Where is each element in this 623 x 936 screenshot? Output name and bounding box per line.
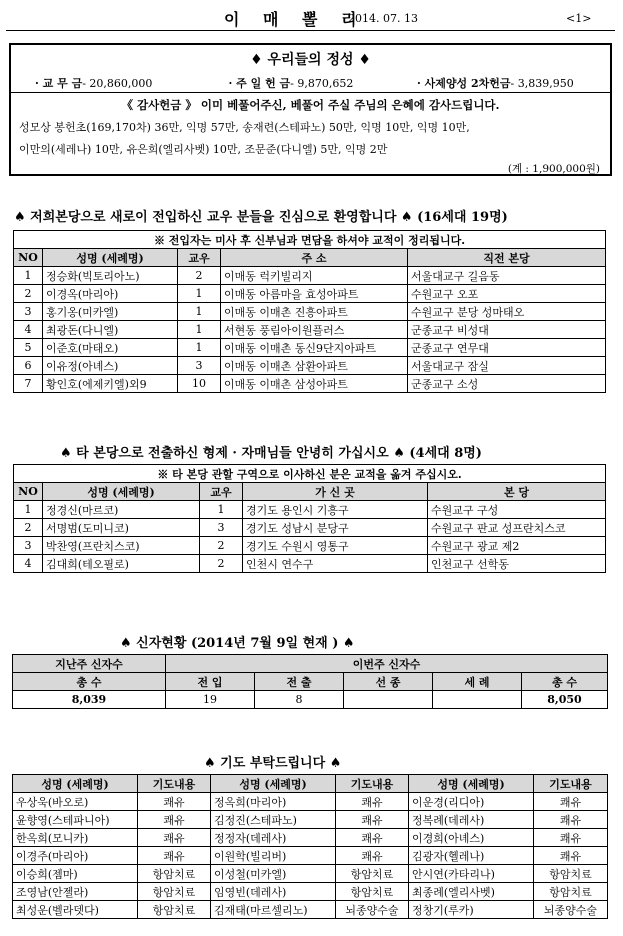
table-cell: 항암치료 <box>534 865 608 883</box>
table-cell: 정승화(빅토리아노) <box>43 267 178 285</box>
table-cell: 2 <box>200 537 243 555</box>
table-cell: 이경희(아녜스) <box>409 829 534 847</box>
table-cell: 정정자(데레사) <box>211 829 336 847</box>
offering-item: · 교 무 금- 20,860,000 <box>35 77 153 90</box>
col-header: 전 입 <box>166 673 255 691</box>
table-cell: 수원교구 구성 <box>428 501 606 519</box>
table-cell: 쾌유 <box>138 811 211 829</box>
table-cell: 정창기(루카) <box>409 901 534 919</box>
divider <box>11 92 610 93</box>
offering-item: · 사제양성 2차헌금- 3,839,950 <box>417 77 574 90</box>
table-cell: 군종교구 연무대 <box>408 339 606 357</box>
table-cell: 서울대교구 길음동 <box>408 267 606 285</box>
transfer-note: ※ 타 본당 관할 구역으로 이사하신 분은 교적을 옮겨 주십시오. <box>14 465 606 483</box>
col-header: 전 출 <box>255 673 344 691</box>
table-cell: 이매동 럭키빌리지 <box>221 267 408 285</box>
table-cell: 정경신(마르코) <box>43 501 200 519</box>
col-header: 총 수 <box>13 673 166 691</box>
col-header: 성명 (세례명) <box>409 775 534 793</box>
table-cell: 김재태(마르셀리노) <box>211 901 336 919</box>
table-cell: 박찬영(프란치스코) <box>43 537 200 555</box>
table-cell: 6 <box>14 357 43 375</box>
table-cell: 이경옥(마리아) <box>43 285 178 303</box>
col-header: 주 소 <box>221 249 408 267</box>
offering-totals <box>35 75 605 91</box>
table-row <box>14 321 606 339</box>
table-cell: 쾌유 <box>336 793 409 811</box>
table-cell: 김정진(스테파노) <box>211 811 336 829</box>
table-cell: 수원교구 분당 성마태오 <box>408 303 606 321</box>
page-number: <1> <box>566 12 592 25</box>
table-cell: 쾌유 <box>336 811 409 829</box>
last-week-header: 지난주 신자수 <box>13 655 166 673</box>
table-cell: 7 <box>14 375 43 393</box>
table-row <box>13 883 608 901</box>
table-cell: 이준호(마태오) <box>43 339 178 357</box>
table-row <box>13 811 608 829</box>
table-cell: 이운경(리디아) <box>409 793 534 811</box>
welcome-title: ♠ 저희본당으로 새로이 전입하신 교우 분들을 진심으로 환영합니다 ♠ (16세대 19명) <box>14 210 508 225</box>
table-cell: 1 <box>178 303 221 321</box>
table-cell: 항암치료 <box>138 865 211 883</box>
table-row <box>14 537 606 555</box>
transfer-table <box>13 464 606 573</box>
table-cell: 쾌유 <box>534 811 608 829</box>
bulletin-date: 2014. 07. 13 <box>348 12 418 25</box>
table-cell: 이매동 이매촌 삼성아파트 <box>221 375 408 393</box>
table-cell: 이원학(빌리버) <box>211 847 336 865</box>
col-header: 성명 (세례명) <box>211 775 336 793</box>
table-cell: 최광돈(다니엘) <box>43 321 178 339</box>
table-cell: 홍기옹(미카엘) <box>43 303 178 321</box>
col-header: NO <box>14 249 43 267</box>
col-header: 성명 (세례명) <box>43 249 178 267</box>
table-cell: 최성운(벨라뎃다) <box>13 901 138 919</box>
table-row <box>14 519 606 537</box>
table-cell: 쾌유 <box>138 847 211 865</box>
table-cell: 수원교구 광교 제2 <box>428 537 606 555</box>
status-value: 8 <box>255 691 344 709</box>
table-cell: 10 <box>178 375 221 393</box>
table-row <box>13 847 608 865</box>
table-row <box>13 829 608 847</box>
prayer-rows <box>13 793 608 919</box>
col-header: 가 신 곳 <box>243 483 428 501</box>
table-cell: 2 <box>200 555 243 573</box>
table-cell: 쾌유 <box>534 847 608 865</box>
table-cell: 이경주(마리아) <box>13 847 138 865</box>
table-cell: 항암치료 <box>138 883 211 901</box>
table-cell: 4 <box>14 321 43 339</box>
table-cell: 김광자(헬레나) <box>409 847 534 865</box>
table-cell: 항암치료 <box>336 865 409 883</box>
col-header: 총 수 <box>522 673 608 691</box>
table-cell: 이성철(미카엘) <box>211 865 336 883</box>
table-cell: 항암치료 <box>138 901 211 919</box>
table-cell: 이매동 이매촌 진흥아파트 <box>221 303 408 321</box>
col-header: 성명 (세례명) <box>13 775 138 793</box>
donor-list-line: 성모상 봉헌초(169,170차) 36만, 익명 57만, 송재련(스테파노) 50만, 익명 10만, 익명 10만, <box>19 121 470 134</box>
donor-list-line: 이만의(세레나) 10만, 유은희(엘리사벳) 10만, 조문준(다니엘) 5만, 익명 2만 <box>19 143 388 156</box>
status-title: ♠ 신자현황 (2014년 7월 9일 현재 ) ♠ <box>120 636 355 651</box>
table-cell: 한옥희(모니카) <box>13 829 138 847</box>
offering-box <box>9 43 612 176</box>
donation-total: (계 : 1,900,000원) <box>507 163 600 175</box>
table-cell: 3 <box>200 519 243 537</box>
status-table <box>12 654 608 709</box>
table-cell: 3 <box>178 357 221 375</box>
table-cell: 군종교구 소성 <box>408 375 606 393</box>
table-cell: 황인호(에제키엘)외9 <box>43 375 178 393</box>
table-row <box>13 865 608 883</box>
table-row <box>14 357 606 375</box>
table-cell: 최종례(엘리사벳) <box>409 883 534 901</box>
prayer-table <box>12 774 608 919</box>
col-header: 세 례 <box>433 673 522 691</box>
status-value: 8,039 <box>13 691 166 709</box>
table-row <box>14 501 606 519</box>
page-header <box>6 4 615 31</box>
status-value <box>433 691 522 709</box>
welcome-rows <box>14 267 606 393</box>
table-cell: 이매동 아름마을 효성아파트 <box>221 285 408 303</box>
table-cell: 인천교구 선학동 <box>428 555 606 573</box>
table-cell: 3 <box>14 537 43 555</box>
table-cell: 윤향영(스테파니아) <box>13 811 138 829</box>
table-cell: 정옥희(마리아) <box>211 793 336 811</box>
table-cell: 조영남(안젤라) <box>13 883 138 901</box>
table-cell: 이승희(젬마) <box>13 865 138 883</box>
table-row <box>14 375 606 393</box>
status-value: 8,050 <box>522 691 608 709</box>
table-cell: 3 <box>14 303 43 321</box>
transfer-title: ♠ 타 본당으로 전출하신 형제 · 자매님들 안녕히 가십시오 ♠ (4세대 8명) <box>60 446 482 461</box>
table-cell: 뇌종양수술 <box>336 901 409 919</box>
bulletin-title: 이 매 뽈 리 <box>224 10 366 29</box>
col-header: 교우 <box>200 483 243 501</box>
table-cell: 서울대교구 잠실 <box>408 357 606 375</box>
transfer-rows <box>14 501 606 573</box>
table-cell: 정복례(데레사) <box>409 811 534 829</box>
table-cell: 2 <box>14 519 43 537</box>
offering-item: · 주 일 헌 금- 9,870,652 <box>228 77 354 90</box>
table-cell: 쾌유 <box>534 793 608 811</box>
table-cell: 이유정(아녜스) <box>43 357 178 375</box>
welcome-note: ※ 전입자는 미사 후 신부님과 면담을 하셔야 교적이 정리됩니다. <box>14 231 606 249</box>
table-cell: 이매동 이매촌 동신9단지아파트 <box>221 339 408 357</box>
table-cell: 항암치료 <box>336 883 409 901</box>
table-cell: 쾌유 <box>138 829 211 847</box>
col-header: 본 당 <box>428 483 606 501</box>
table-cell: 1 <box>200 501 243 519</box>
table-cell: 군종교구 비성대 <box>408 321 606 339</box>
col-header: 선 종 <box>344 673 433 691</box>
this-week-header: 이번주 신자수 <box>166 655 608 673</box>
col-header: 기도내용 <box>534 775 608 793</box>
table-cell: 5 <box>14 339 43 357</box>
table-cell: 쾌유 <box>336 847 409 865</box>
table-cell: 수원교구 판교 성프란치스코 <box>428 519 606 537</box>
welcome-table <box>13 230 606 393</box>
table-cell: 안시연(카타리나) <box>409 865 534 883</box>
table-cell: 임영빈(데레사) <box>211 883 336 901</box>
table-row <box>13 793 608 811</box>
status-value <box>344 691 433 709</box>
table-row <box>14 339 606 357</box>
table-row <box>13 901 608 919</box>
offering-title: ♦ 우리들의 정성 ♦ <box>250 52 371 68</box>
table-cell: 1 <box>14 267 43 285</box>
table-cell: 1 <box>178 321 221 339</box>
table-cell: 쾌유 <box>336 829 409 847</box>
status-value: 19 <box>166 691 255 709</box>
col-header: 기도내용 <box>138 775 211 793</box>
table-cell: 1 <box>178 339 221 357</box>
table-cell: 김대희(테오필로) <box>43 555 200 573</box>
table-cell: 2 <box>14 285 43 303</box>
table-cell: 경기도 성남시 분당구 <box>243 519 428 537</box>
table-cell: 뇌종양수술 <box>534 901 608 919</box>
table-row <box>14 267 606 285</box>
table-row <box>14 555 606 573</box>
table-cell: 이매동 이매촌 삼환아파트 <box>221 357 408 375</box>
thanks-heading: 《 감사헌금 》 이미 베풀어주신, 베풀어 주실 주님의 은혜에 감사드립니다. <box>121 98 500 112</box>
col-header: 직전 본당 <box>408 249 606 267</box>
table-cell: 우상욱(바오로) <box>13 793 138 811</box>
table-cell: 경기도 수원시 영통구 <box>243 537 428 555</box>
table-cell: 항암치료 <box>534 883 608 901</box>
col-header: 교우 <box>178 249 221 267</box>
table-cell: 인천시 연수구 <box>243 555 428 573</box>
table-cell: 서명범(도미니코) <box>43 519 200 537</box>
table-cell: 쾌유 <box>138 793 211 811</box>
col-header: NO <box>14 483 43 501</box>
table-cell: 1 <box>14 501 43 519</box>
table-row <box>14 303 606 321</box>
table-cell: 4 <box>14 555 43 573</box>
table-cell: 2 <box>178 267 221 285</box>
table-row <box>14 285 606 303</box>
table-cell: 경기도 용인시 기흥구 <box>243 501 428 519</box>
prayer-title: ♠ 기도 부탁드립니다 ♠ <box>204 756 342 771</box>
col-header: 기도내용 <box>336 775 409 793</box>
table-cell: 쾌유 <box>534 829 608 847</box>
table-cell: 서현동 풍림아이원플러스 <box>221 321 408 339</box>
table-cell: 수원교구 오포 <box>408 285 606 303</box>
col-header: 성명 (세례명) <box>43 483 200 501</box>
table-cell: 1 <box>178 285 221 303</box>
